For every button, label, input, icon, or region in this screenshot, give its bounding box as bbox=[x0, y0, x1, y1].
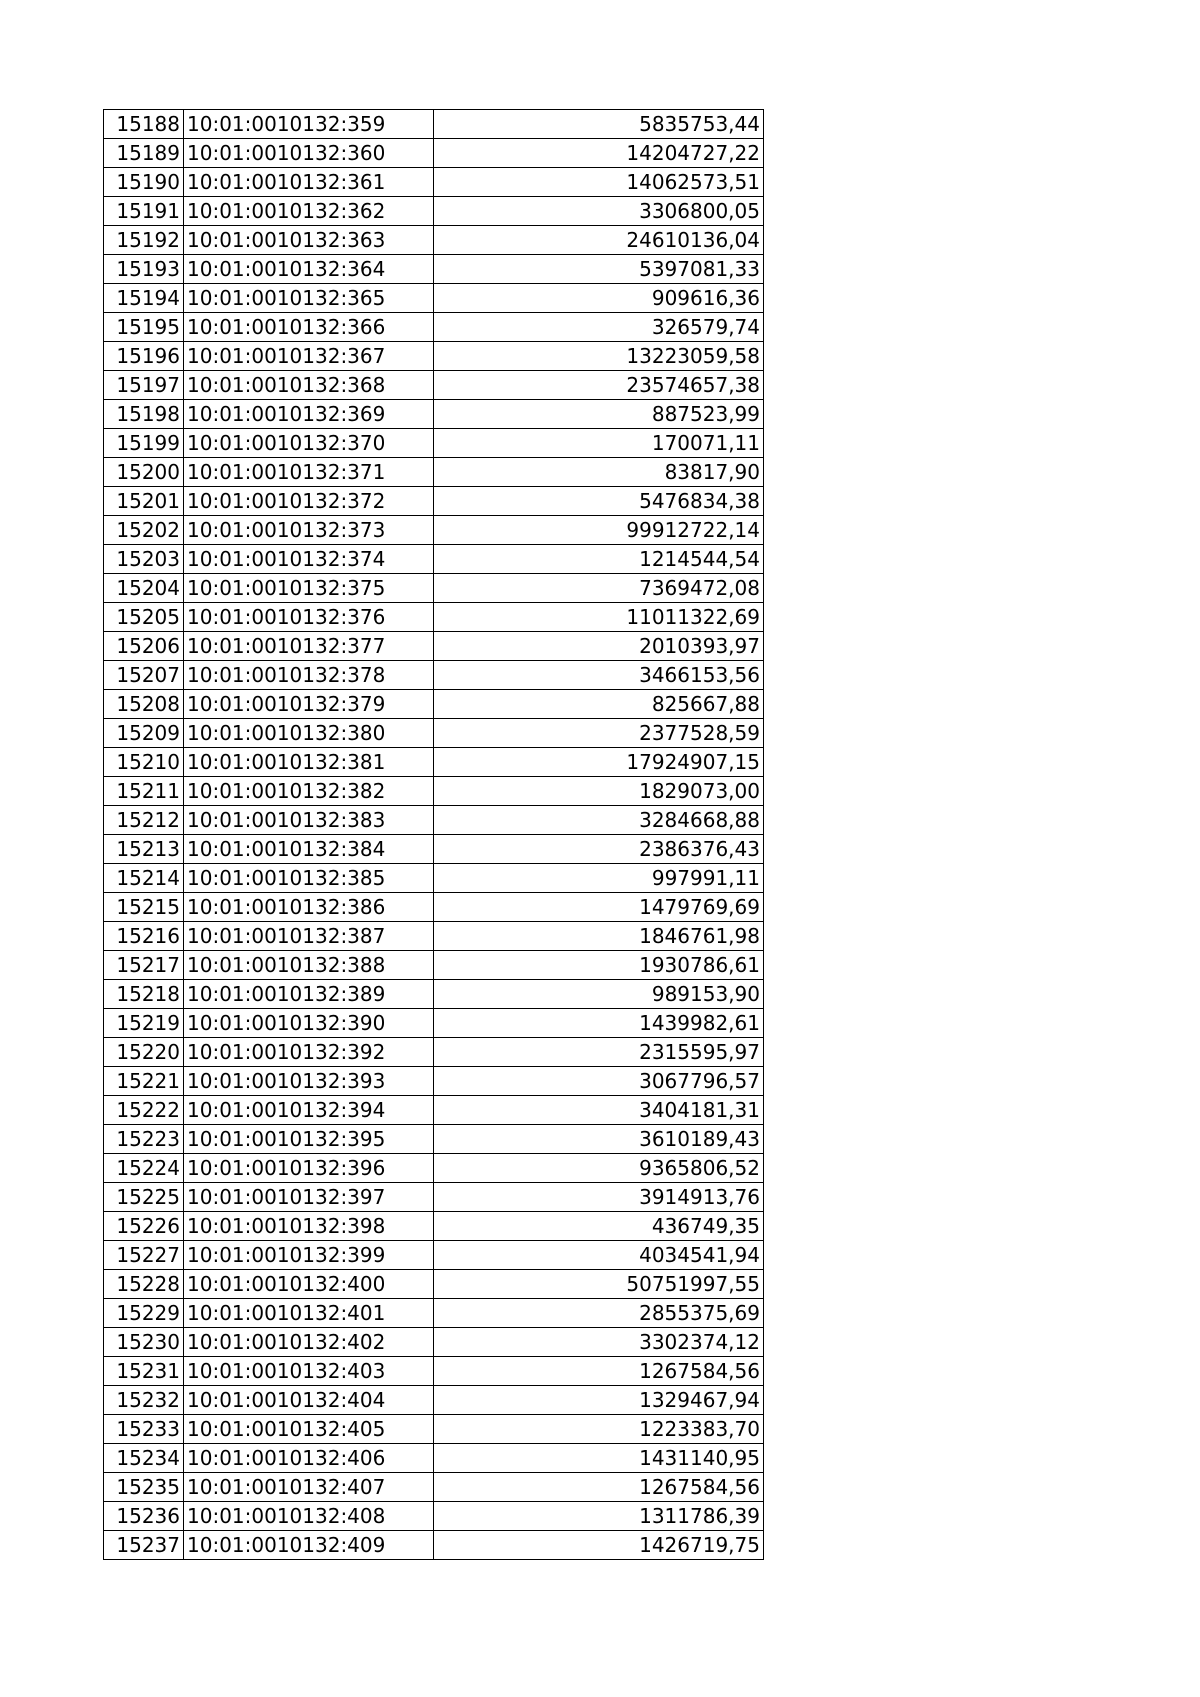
cadastral-number-cell: 10:01:0010132:394 bbox=[184, 1096, 434, 1125]
value-cell: 1479769,69 bbox=[434, 893, 764, 922]
value-cell: 997991,11 bbox=[434, 864, 764, 893]
value-cell: 909616,36 bbox=[434, 284, 764, 313]
cadastral-number-cell: 10:01:0010132:381 bbox=[184, 748, 434, 777]
value-cell: 1267584,56 bbox=[434, 1357, 764, 1386]
table-row bbox=[104, 632, 764, 661]
cadastral-number-cell: 10:01:0010132:377 bbox=[184, 632, 434, 661]
value-cell: 436749,35 bbox=[434, 1212, 764, 1241]
table-row bbox=[104, 893, 764, 922]
table-row bbox=[104, 574, 764, 603]
row-number-cell: 15190 bbox=[104, 168, 184, 197]
row-number-cell: 15235 bbox=[104, 1473, 184, 1502]
cadastral-number-cell: 10:01:0010132:396 bbox=[184, 1154, 434, 1183]
value-cell: 99912722,14 bbox=[434, 516, 764, 545]
table-row bbox=[104, 516, 764, 545]
table-row bbox=[104, 197, 764, 226]
table-row bbox=[104, 1096, 764, 1125]
table-row bbox=[104, 1328, 764, 1357]
table-row bbox=[104, 1531, 764, 1560]
row-number-cell: 15188 bbox=[104, 110, 184, 139]
table-row bbox=[104, 1502, 764, 1531]
value-cell: 17924907,15 bbox=[434, 748, 764, 777]
row-number-cell: 15193 bbox=[104, 255, 184, 284]
value-cell: 14204727,22 bbox=[434, 139, 764, 168]
cadastral-number-cell: 10:01:0010132:379 bbox=[184, 690, 434, 719]
value-cell: 4034541,94 bbox=[434, 1241, 764, 1270]
cadastral-number-cell: 10:01:0010132:403 bbox=[184, 1357, 434, 1386]
value-cell: 2855375,69 bbox=[434, 1299, 764, 1328]
cadastral-number-cell: 10:01:0010132:361 bbox=[184, 168, 434, 197]
cadastral-number-cell: 10:01:0010132:399 bbox=[184, 1241, 434, 1270]
row-number-cell: 15232 bbox=[104, 1386, 184, 1415]
row-number-cell: 15215 bbox=[104, 893, 184, 922]
value-cell: 5397081,33 bbox=[434, 255, 764, 284]
value-cell: 3914913,76 bbox=[434, 1183, 764, 1212]
cadastral-number-cell: 10:01:0010132:383 bbox=[184, 806, 434, 835]
table-row bbox=[104, 487, 764, 516]
row-number-cell: 15231 bbox=[104, 1357, 184, 1386]
row-number-cell: 15230 bbox=[104, 1328, 184, 1357]
value-cell: 1930786,61 bbox=[434, 951, 764, 980]
value-cell: 3302374,12 bbox=[434, 1328, 764, 1357]
table-row bbox=[104, 371, 764, 400]
value-cell: 7369472,08 bbox=[434, 574, 764, 603]
cadastral-number-cell: 10:01:0010132:363 bbox=[184, 226, 434, 255]
row-number-cell: 15197 bbox=[104, 371, 184, 400]
row-number-cell: 15236 bbox=[104, 1502, 184, 1531]
row-number-cell: 15209 bbox=[104, 719, 184, 748]
cadastral-number-cell: 10:01:0010132:364 bbox=[184, 255, 434, 284]
cadastral-number-cell: 10:01:0010132:387 bbox=[184, 922, 434, 951]
row-number-cell: 15214 bbox=[104, 864, 184, 893]
table-row bbox=[104, 922, 764, 951]
table-row bbox=[104, 1386, 764, 1415]
row-number-cell: 15200 bbox=[104, 458, 184, 487]
row-number-cell: 15204 bbox=[104, 574, 184, 603]
cadastral-number-cell: 10:01:0010132:393 bbox=[184, 1067, 434, 1096]
value-cell: 326579,74 bbox=[434, 313, 764, 342]
cadastral-number-cell: 10:01:0010132:409 bbox=[184, 1531, 434, 1560]
row-number-cell: 15220 bbox=[104, 1038, 184, 1067]
row-number-cell: 15210 bbox=[104, 748, 184, 777]
cadastral-number-cell: 10:01:0010132:360 bbox=[184, 139, 434, 168]
cadastral-number-cell: 10:01:0010132:372 bbox=[184, 487, 434, 516]
table-row bbox=[104, 400, 764, 429]
value-cell: 3610189,43 bbox=[434, 1125, 764, 1154]
cadastral-number-cell: 10:01:0010132:370 bbox=[184, 429, 434, 458]
cadastral-number-cell: 10:01:0010132:401 bbox=[184, 1299, 434, 1328]
row-number-cell: 15194 bbox=[104, 284, 184, 313]
value-cell: 2010393,97 bbox=[434, 632, 764, 661]
value-cell: 1439982,61 bbox=[434, 1009, 764, 1038]
row-number-cell: 15228 bbox=[104, 1270, 184, 1299]
table-row bbox=[104, 1125, 764, 1154]
table-row bbox=[104, 1183, 764, 1212]
table-body bbox=[104, 110, 764, 1560]
table-row bbox=[104, 313, 764, 342]
cadastral-number-cell: 10:01:0010132:405 bbox=[184, 1415, 434, 1444]
row-number-cell: 15233 bbox=[104, 1415, 184, 1444]
cadastral-number-cell: 10:01:0010132:397 bbox=[184, 1183, 434, 1212]
value-cell: 3466153,56 bbox=[434, 661, 764, 690]
value-cell: 3404181,31 bbox=[434, 1096, 764, 1125]
table-row bbox=[104, 1415, 764, 1444]
cadastral-number-cell: 10:01:0010132:388 bbox=[184, 951, 434, 980]
value-cell: 1846761,98 bbox=[434, 922, 764, 951]
table-row bbox=[104, 777, 764, 806]
cadastral-number-cell: 10:01:0010132:386 bbox=[184, 893, 434, 922]
value-cell: 14062573,51 bbox=[434, 168, 764, 197]
value-cell: 1426719,75 bbox=[434, 1531, 764, 1560]
cadastral-number-cell: 10:01:0010132:365 bbox=[184, 284, 434, 313]
row-number-cell: 15203 bbox=[104, 545, 184, 574]
value-cell: 1431140,95 bbox=[434, 1444, 764, 1473]
value-cell: 24610136,04 bbox=[434, 226, 764, 255]
table-row bbox=[104, 226, 764, 255]
cadastral-number-cell: 10:01:0010132:369 bbox=[184, 400, 434, 429]
value-cell: 9365806,52 bbox=[434, 1154, 764, 1183]
cadastral-number-cell: 10:01:0010132:407 bbox=[184, 1473, 434, 1502]
cadastral-number-cell: 10:01:0010132:380 bbox=[184, 719, 434, 748]
row-number-cell: 15213 bbox=[104, 835, 184, 864]
table-row bbox=[104, 342, 764, 371]
table-row bbox=[104, 1473, 764, 1502]
row-number-cell: 15202 bbox=[104, 516, 184, 545]
row-number-cell: 15234 bbox=[104, 1444, 184, 1473]
table-row bbox=[104, 603, 764, 632]
value-cell: 13223059,58 bbox=[434, 342, 764, 371]
table-row bbox=[104, 1357, 764, 1386]
row-number-cell: 15199 bbox=[104, 429, 184, 458]
row-number-cell: 15205 bbox=[104, 603, 184, 632]
cadastral-number-cell: 10:01:0010132:374 bbox=[184, 545, 434, 574]
row-number-cell: 15216 bbox=[104, 922, 184, 951]
cadastral-number-cell: 10:01:0010132:406 bbox=[184, 1444, 434, 1473]
table-row bbox=[104, 1154, 764, 1183]
cadastral-number-cell: 10:01:0010132:371 bbox=[184, 458, 434, 487]
table-row bbox=[104, 661, 764, 690]
table-row bbox=[104, 110, 764, 139]
value-cell: 50751997,55 bbox=[434, 1270, 764, 1299]
cadastral-number-cell: 10:01:0010132:378 bbox=[184, 661, 434, 690]
row-number-cell: 15206 bbox=[104, 632, 184, 661]
row-number-cell: 15198 bbox=[104, 400, 184, 429]
cadastral-number-cell: 10:01:0010132:408 bbox=[184, 1502, 434, 1531]
cadastral-number-cell: 10:01:0010132:367 bbox=[184, 342, 434, 371]
cadastral-number-cell: 10:01:0010132:400 bbox=[184, 1270, 434, 1299]
cadastral-number-cell: 10:01:0010132:404 bbox=[184, 1386, 434, 1415]
table-row bbox=[104, 168, 764, 197]
value-cell: 1829073,00 bbox=[434, 777, 764, 806]
table-row bbox=[104, 951, 764, 980]
value-cell: 5835753,44 bbox=[434, 110, 764, 139]
cadastral-number-cell: 10:01:0010132:368 bbox=[184, 371, 434, 400]
cadastral-number-cell: 10:01:0010132:390 bbox=[184, 1009, 434, 1038]
value-cell: 3067796,57 bbox=[434, 1067, 764, 1096]
cadastral-number-cell: 10:01:0010132:402 bbox=[184, 1328, 434, 1357]
table-row bbox=[104, 980, 764, 1009]
row-number-cell: 15195 bbox=[104, 313, 184, 342]
table-row bbox=[104, 719, 764, 748]
row-number-cell: 15212 bbox=[104, 806, 184, 835]
value-cell: 887523,99 bbox=[434, 400, 764, 429]
value-cell: 1329467,94 bbox=[434, 1386, 764, 1415]
row-number-cell: 15223 bbox=[104, 1125, 184, 1154]
value-cell: 1223383,70 bbox=[434, 1415, 764, 1444]
table-row bbox=[104, 284, 764, 313]
cadastral-number-cell: 10:01:0010132:395 bbox=[184, 1125, 434, 1154]
row-number-cell: 15196 bbox=[104, 342, 184, 371]
table-row bbox=[104, 864, 764, 893]
value-cell: 23574657,38 bbox=[434, 371, 764, 400]
row-number-cell: 15237 bbox=[104, 1531, 184, 1560]
cadastral-number-cell: 10:01:0010132:385 bbox=[184, 864, 434, 893]
table-row bbox=[104, 1067, 764, 1096]
row-number-cell: 15201 bbox=[104, 487, 184, 516]
row-number-cell: 15221 bbox=[104, 1067, 184, 1096]
table-row bbox=[104, 1299, 764, 1328]
value-cell: 1214544,54 bbox=[434, 545, 764, 574]
table-row bbox=[104, 748, 764, 777]
cadastral-number-cell: 10:01:0010132:382 bbox=[184, 777, 434, 806]
table-row bbox=[104, 255, 764, 284]
cadastral-number-cell: 10:01:0010132:362 bbox=[184, 197, 434, 226]
cadastral-number-cell: 10:01:0010132:392 bbox=[184, 1038, 434, 1067]
table-row bbox=[104, 1038, 764, 1067]
table-row bbox=[104, 835, 764, 864]
value-cell: 83817,90 bbox=[434, 458, 764, 487]
row-number-cell: 15207 bbox=[104, 661, 184, 690]
row-number-cell: 15192 bbox=[104, 226, 184, 255]
cadastral-number-cell: 10:01:0010132:376 bbox=[184, 603, 434, 632]
row-number-cell: 15211 bbox=[104, 777, 184, 806]
value-cell: 1267584,56 bbox=[434, 1473, 764, 1502]
row-number-cell: 15222 bbox=[104, 1096, 184, 1125]
row-number-cell: 15229 bbox=[104, 1299, 184, 1328]
cadastral-number-cell: 10:01:0010132:384 bbox=[184, 835, 434, 864]
row-number-cell: 15227 bbox=[104, 1241, 184, 1270]
row-number-cell: 15218 bbox=[104, 980, 184, 1009]
table-row bbox=[104, 1270, 764, 1299]
table-row bbox=[104, 458, 764, 487]
table-row bbox=[104, 429, 764, 458]
table-row bbox=[104, 139, 764, 168]
row-number-cell: 15225 bbox=[104, 1183, 184, 1212]
cadastral-value-table bbox=[103, 109, 764, 1560]
value-cell: 1311786,39 bbox=[434, 1502, 764, 1531]
cadastral-number-cell: 10:01:0010132:389 bbox=[184, 980, 434, 1009]
row-number-cell: 15189 bbox=[104, 139, 184, 168]
table-row bbox=[104, 1241, 764, 1270]
value-cell: 5476834,38 bbox=[434, 487, 764, 516]
row-number-cell: 15226 bbox=[104, 1212, 184, 1241]
value-cell: 3284668,88 bbox=[434, 806, 764, 835]
value-cell: 3306800,05 bbox=[434, 197, 764, 226]
table-row bbox=[104, 690, 764, 719]
table-row bbox=[104, 1212, 764, 1241]
table-row bbox=[104, 806, 764, 835]
table-row bbox=[104, 1444, 764, 1473]
cadastral-number-cell: 10:01:0010132:366 bbox=[184, 313, 434, 342]
row-number-cell: 15208 bbox=[104, 690, 184, 719]
value-cell: 2377528,59 bbox=[434, 719, 764, 748]
value-cell: 825667,88 bbox=[434, 690, 764, 719]
cadastral-number-cell: 10:01:0010132:375 bbox=[184, 574, 434, 603]
cadastral-number-cell: 10:01:0010132:373 bbox=[184, 516, 434, 545]
value-cell: 2315595,97 bbox=[434, 1038, 764, 1067]
row-number-cell: 15224 bbox=[104, 1154, 184, 1183]
value-cell: 11011322,69 bbox=[434, 603, 764, 632]
value-cell: 989153,90 bbox=[434, 980, 764, 1009]
cadastral-number-cell: 10:01:0010132:398 bbox=[184, 1212, 434, 1241]
cadastral-number-cell: 10:01:0010132:359 bbox=[184, 110, 434, 139]
value-cell: 170071,11 bbox=[434, 429, 764, 458]
row-number-cell: 15191 bbox=[104, 197, 184, 226]
row-number-cell: 15217 bbox=[104, 951, 184, 980]
row-number-cell: 15219 bbox=[104, 1009, 184, 1038]
table-row bbox=[104, 1009, 764, 1038]
table-row bbox=[104, 545, 764, 574]
value-cell: 2386376,43 bbox=[434, 835, 764, 864]
